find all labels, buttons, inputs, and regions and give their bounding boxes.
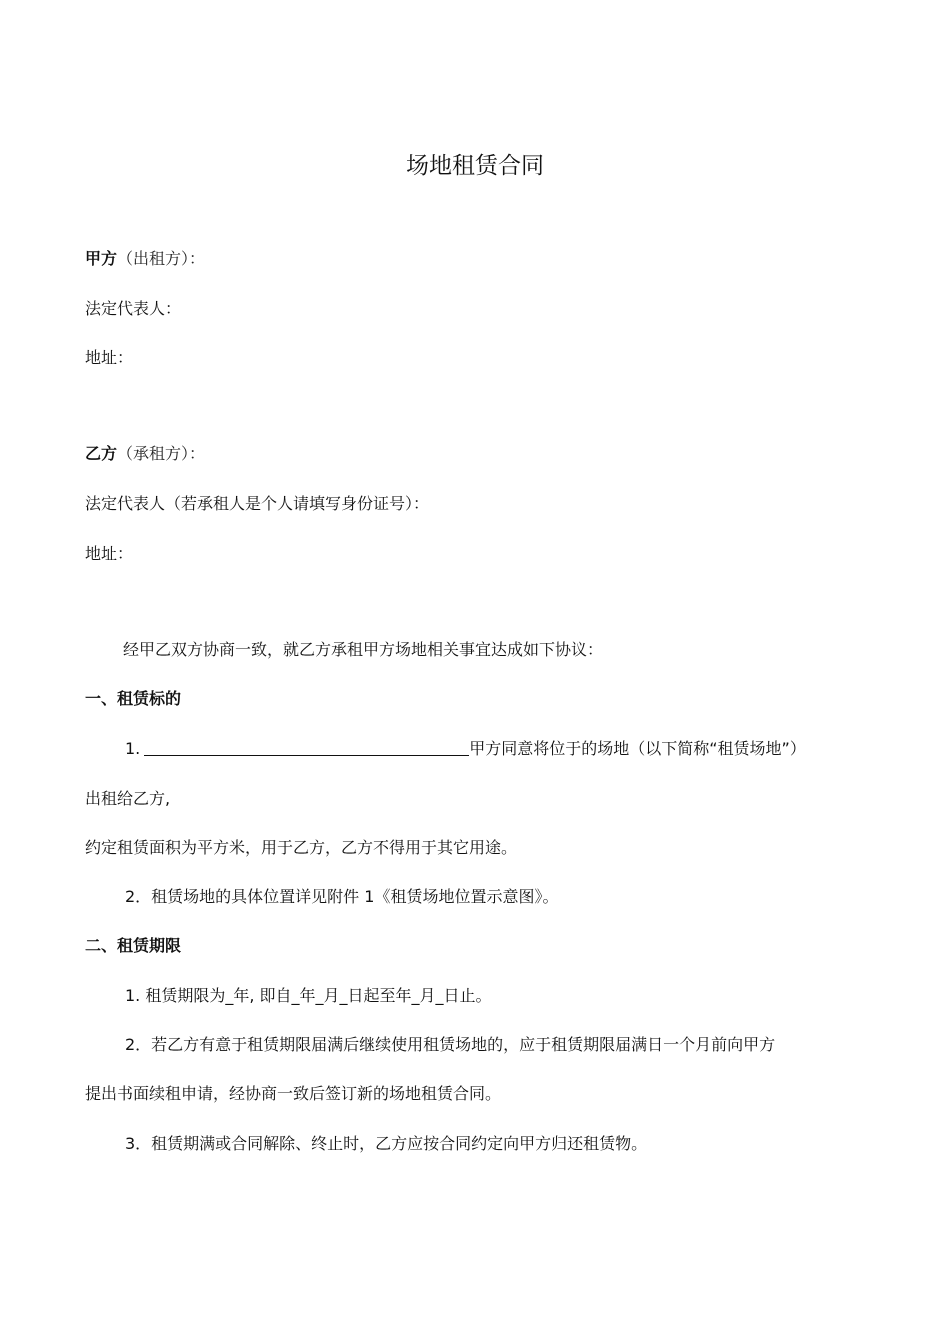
section-1-item-1-continued: 出租给乙方, xyxy=(85,789,171,808)
section-2-item-2-continued: 提出书面续租申请，经协商一致后签订新的场地租赁合同。 xyxy=(85,1084,502,1103)
party-b-label: 乙方 xyxy=(85,444,118,463)
party-a-label: 甲方 xyxy=(85,249,118,268)
party-b-representative: 法定代表人（若承租人是个人请填写身份证号）： xyxy=(85,494,430,513)
item-number: 1. xyxy=(125,739,141,758)
party-b-address: 地址： xyxy=(85,544,134,563)
party-a-address: 地址： xyxy=(85,348,134,367)
section-2-item-2: 2．若乙方有意于租赁期限届满后继续使用租赁场地的，应于租赁期限届满日一个月前向甲方 xyxy=(125,1035,776,1054)
section-1-item-2: 2．租赁场地的具体位置详见附件 1《租赁场地位置示意图》。 xyxy=(125,887,559,906)
party-b-role: （承租方）： xyxy=(117,444,206,463)
party-a-role: （出租方）： xyxy=(117,249,206,268)
intro-paragraph: 经甲乙双方协商一致，就乙方承租甲方场地相关事宜达成如下协议： xyxy=(123,640,604,659)
section-2-heading: 二、租赁期限 xyxy=(85,936,182,955)
fill-in-blank xyxy=(144,739,469,756)
section-1-item-1 xyxy=(125,738,806,760)
party-b-line xyxy=(85,443,205,465)
party-a-line xyxy=(85,248,205,270)
item-text: 甲方同意将位于的场地（以下简称“租赁场地”） xyxy=(469,739,806,758)
page-title: 场地租赁合同 xyxy=(406,153,544,179)
party-a-representative: 法定代表人： xyxy=(85,299,182,318)
section-1-item-1-usage: 约定租赁面积为平方米，用于乙方，乙方不得用于其它用途。 xyxy=(85,838,518,857)
section-2-item-1: 1. 租赁期限为_年, 即自_年_月_日起至年_月_日止。 xyxy=(125,986,492,1005)
section-2-item-3: 3．租赁期满或合同解除、终止时，乙方应按合同约定向甲方归还租赁物。 xyxy=(125,1134,648,1153)
section-1-heading: 一、租赁标的 xyxy=(85,689,182,708)
